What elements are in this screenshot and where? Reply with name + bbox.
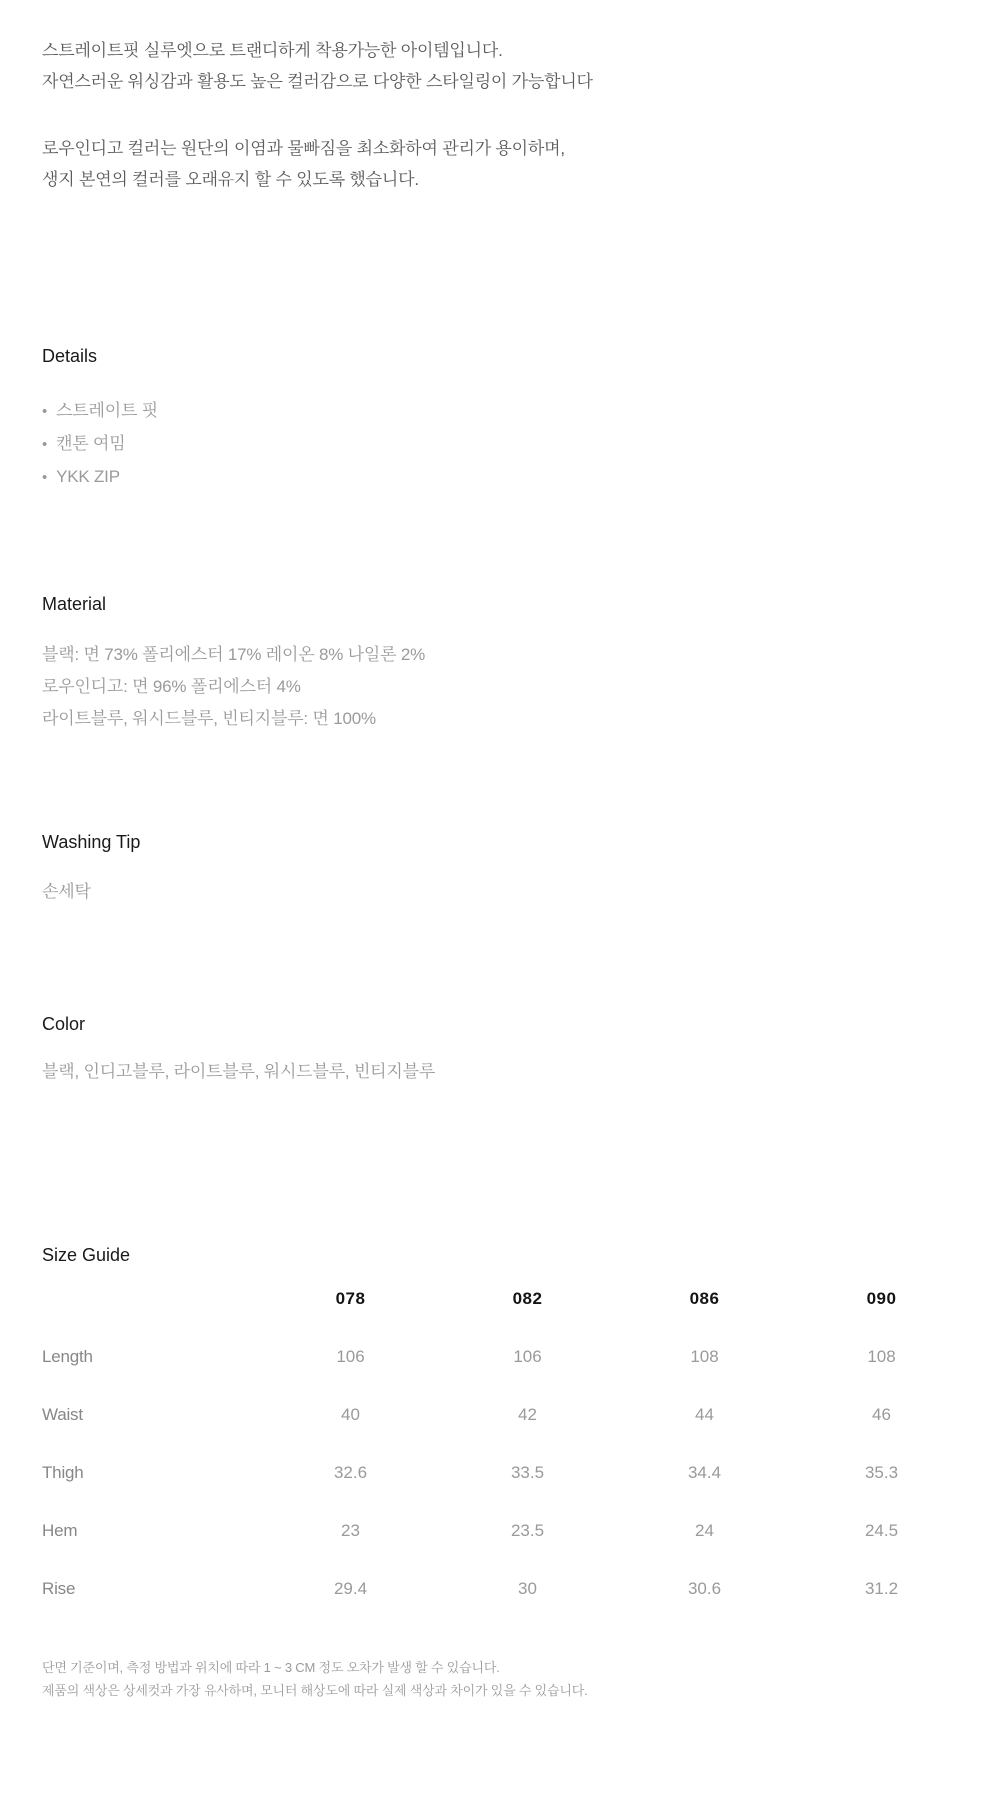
color-section-title: Color	[42, 1014, 86, 1034]
measurement-disclaimer	[42, 1656, 970, 1702]
intro-p2-line1: 로우인디고 컬러는 원단의 이염과 물빠짐을 최소화하여 관리가 용이하며,	[42, 139, 565, 158]
cell-value: 24	[695, 1521, 714, 1540]
material-lines	[42, 639, 970, 735]
intro-paragraph-1	[42, 35, 970, 97]
cell-value: 34.4	[687, 1463, 722, 1482]
cell-value: 31.2	[864, 1579, 899, 1598]
intro-p2-line2: 생지 본연의 컬러를 오래유지 할 수 있도록 했습니다.	[42, 170, 419, 189]
size-column-header: 086	[689, 1289, 720, 1308]
cell-value: 23	[341, 1521, 360, 1540]
cell-value: 40	[341, 1405, 360, 1424]
intro-p1-line2: 자연스러운 워싱감과 활용도 높은 컬러감으로 다양한 스타일링이 가능합니다	[42, 72, 593, 91]
row-label: Waist	[42, 1405, 83, 1424]
cell-value: 108	[690, 1347, 719, 1366]
material-line: 라이트블루, 워시드블루, 빈티지블루: 면 100%	[42, 709, 376, 728]
disclaimer-line: 단면 기준이며, 측정 방법과 위치에 따라 1 ~ 3 CM 정도 오차가 발생 할 수 있습니다.	[42, 1660, 500, 1675]
size-column-header: 090	[866, 1289, 897, 1308]
disclaimer-line: 제품의 색상은 상세컷과 가장 유사하며, 모니터 해상도에 따라 실제 색상과 차이가 있을 수 있습니다.	[42, 1683, 588, 1698]
cell-value: 23.5	[510, 1521, 545, 1540]
intro-copy	[42, 35, 970, 195]
cell-value: 106	[336, 1347, 365, 1366]
cell-value: 33.5	[510, 1463, 545, 1482]
material-line: 블랙: 면 73% 폴리에스터 17% 레이온 8% 나일론 2%	[42, 645, 426, 664]
row-label: Rise	[42, 1579, 76, 1598]
color-list: 블랙, 인디고블루, 라이트블루, 워시드블루, 빈티지블루	[42, 1062, 436, 1081]
washing-tip-section-title: Washing Tip	[42, 832, 141, 852]
cell-value: 32.6	[333, 1463, 368, 1482]
cell-value: 30	[518, 1579, 537, 1598]
size-guide-section-title: Size Guide	[42, 1245, 131, 1265]
table-row-hem	[42, 1516, 970, 1574]
row-label: Length	[42, 1347, 93, 1366]
cell-value: 24.5	[864, 1521, 899, 1540]
table-row-rise	[42, 1574, 970, 1632]
cell-value: 42	[518, 1405, 537, 1424]
cell-value: 108	[867, 1347, 896, 1366]
table-row-waist	[42, 1400, 970, 1458]
cell-value: 106	[513, 1347, 542, 1366]
details-section-title: Details	[42, 346, 98, 366]
row-label: Hem	[42, 1521, 78, 1540]
intro-paragraph-2	[42, 133, 970, 195]
material-line: 로우인디고: 면 96% 폴리에스터 4%	[42, 677, 301, 696]
details-item: • 스트레이트 핏	[42, 395, 970, 428]
washing-tip-body: 손세탁	[42, 882, 91, 901]
cell-value: 46	[872, 1405, 891, 1424]
size-guide-header-row	[42, 1284, 970, 1342]
intro-p1-line1: 스트레이트핏 실루엣으로 트랜디하게 착용가능한 아이템입니다.	[42, 41, 503, 60]
cell-value: 30.6	[687, 1579, 722, 1598]
row-label: Thigh	[42, 1463, 84, 1482]
material-section-title: Material	[42, 594, 107, 614]
size-column-header: 078	[335, 1289, 366, 1308]
cell-value: 29.4	[333, 1579, 368, 1598]
cell-value: 35.3	[864, 1463, 899, 1482]
size-guide-table	[42, 1284, 970, 1632]
table-row-thigh	[42, 1458, 970, 1516]
details-bullet-list	[42, 395, 970, 494]
size-column-header: 082	[512, 1289, 543, 1308]
details-item: • 캔톤 여밈	[42, 428, 970, 461]
details-item: • YKK ZIP	[42, 461, 970, 494]
cell-value: 44	[695, 1405, 714, 1424]
table-row-length	[42, 1342, 970, 1400]
